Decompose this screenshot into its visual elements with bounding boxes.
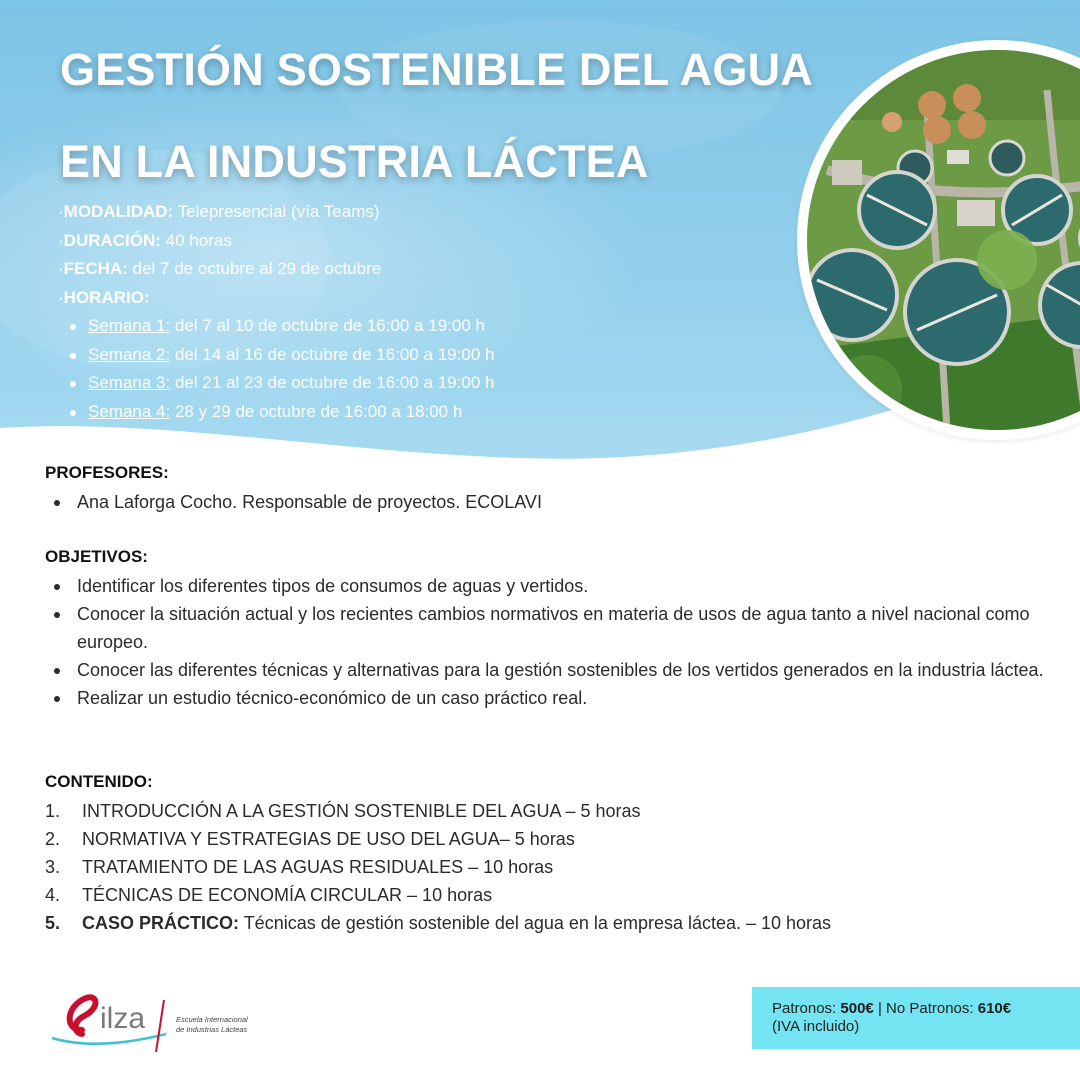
list-item <box>45 881 831 909</box>
list-item <box>45 909 831 937</box>
list-item <box>45 853 831 881</box>
logo-divider <box>156 1000 164 1052</box>
schedule-week: Semana 2: <box>88 344 171 364</box>
schedule-text: del 14 al 16 de octubre de 16:00 a 19:00 h <box>174 344 495 364</box>
item-number: 4. <box>45 885 61 905</box>
schedule-week: Semana 4: <box>88 401 171 421</box>
profesores-list <box>77 488 542 516</box>
page-title-line-2: EN LA INDUSTRIA LÁCTEA <box>60 136 649 187</box>
list-item: Realizar un estudio técnico-económico de un caso práctico real. <box>77 684 1060 712</box>
price-separator: | <box>877 1000 882 1017</box>
list-item: Conocer la situación actual y los recientes cambios normativos en materia de usos de agua tanto a nivel nacional como europeo. <box>77 600 1060 656</box>
item-text: TRATAMIENTO DE LAS AGUAS RESIDUALES – 10 horas <box>82 857 554 877</box>
price-line <box>772 1000 1060 1018</box>
list-item: Ana Laforga Cocho. Responsable de proyectos. ECOLAVI <box>77 488 542 516</box>
logo-tagline-2: de Industrias Lácteas <box>176 1025 248 1034</box>
horario-row: ·HORARIO: <box>58 287 150 307</box>
logo-e-icon <box>70 997 96 1034</box>
item-text: Técnicas de gestión sostenible del agua en la empresa láctea. – 10 horas <box>243 913 832 933</box>
schedule-text: 28 y 29 de octubre de 16:00 a 18:00 h <box>174 401 463 421</box>
page-title-line-1: GESTIÓN SOSTENIBLE DEL AGUA <box>60 44 813 95</box>
profesores-heading: PROFESORES: <box>45 463 169 482</box>
schedule-list <box>88 312 494 426</box>
logo-wordmark: ilza <box>100 1002 146 1035</box>
modalidad-label: MODALIDAD: <box>63 202 174 221</box>
item-text: TÉCNICAS DE ECONOMÍA CIRCULAR – 10 horas <box>82 885 493 905</box>
schedule-item <box>88 369 494 398</box>
list-item <box>45 797 831 825</box>
course-details <box>58 198 494 426</box>
schedule-item <box>88 398 494 427</box>
duracion-value: 40 horas <box>165 230 232 250</box>
horario-label: HORARIO: <box>63 287 150 307</box>
patronos-label: Patronos: <box>772 1000 837 1017</box>
duracion-label: DURACIÓN: <box>63 230 161 250</box>
no-patronos-label: No Patronos: <box>886 1000 974 1017</box>
item-number: 3. <box>45 857 61 877</box>
schedule-week: Semana 3: <box>88 373 171 392</box>
no-patronos-price: 610€ <box>977 1000 1012 1017</box>
eilza-logo <box>46 986 296 1056</box>
iva-note: (IVA incluido) <box>772 1018 860 1035</box>
schedule-week: Semana 1: <box>88 316 171 335</box>
patronos-price: 500€ <box>840 1000 874 1017</box>
schedule-item <box>88 341 494 370</box>
item-number: 2. <box>45 829 61 849</box>
list-item <box>45 825 831 853</box>
logo-swoosh-icon <box>52 1034 166 1044</box>
contenido-section <box>45 772 831 937</box>
item-bold-label: CASO PRÁCTICO: <box>82 913 239 933</box>
item-text: NORMATIVA Y ESTRATEGIAS DE USO DEL AGUA– 5 horas <box>82 829 575 849</box>
profesores-section <box>45 463 542 516</box>
schedule-text: del 21 al 23 de octubre de 16:00 a 19:00 h <box>174 373 495 392</box>
modalidad-row: ·MODALIDAD: Telepresencial (vía Teams) <box>58 202 380 221</box>
duracion-row: ·DURACIÓN: 40 horas <box>58 230 232 250</box>
contenido-heading: CONTENIDO: <box>45 772 153 791</box>
modalidad-value: Telepresencial (vía Teams) <box>177 202 380 221</box>
schedule-text: del 7 al 10 de octubre de 16:00 a 19:00 h <box>174 316 485 335</box>
aerial-plant-illustration <box>807 50 1080 430</box>
price-box <box>752 987 1080 1049</box>
item-text: INTRODUCCIÓN A LA GESTIÓN SOSTENIBLE DEL AGUA – 5 horas <box>82 801 641 821</box>
list-item: Conocer las diferentes técnicas y alternativas para la gestión sostenibles de los vertidos generados en la industria láctea. <box>77 656 1060 684</box>
objetivos-section <box>45 547 1060 712</box>
logo-tagline-1: Escuela Internacional <box>176 1015 248 1024</box>
item-number: 1. <box>45 801 61 821</box>
list-item: Identificar los diferentes tipos de consumos de aguas y vertidos. <box>77 572 1060 600</box>
fecha-value: del 7 de octubre al 29 de octubre <box>132 259 382 278</box>
contenido-list <box>45 797 831 937</box>
schedule-item <box>88 312 494 341</box>
objetivos-heading: OBJETIVOS: <box>45 547 148 566</box>
objetivos-list <box>77 572 1060 712</box>
fecha-label: FECHA: <box>63 259 128 278</box>
item-number: 5. <box>45 913 61 933</box>
fecha-row: ·FECHA: del 7 de octubre al 29 de octubre <box>58 259 382 278</box>
